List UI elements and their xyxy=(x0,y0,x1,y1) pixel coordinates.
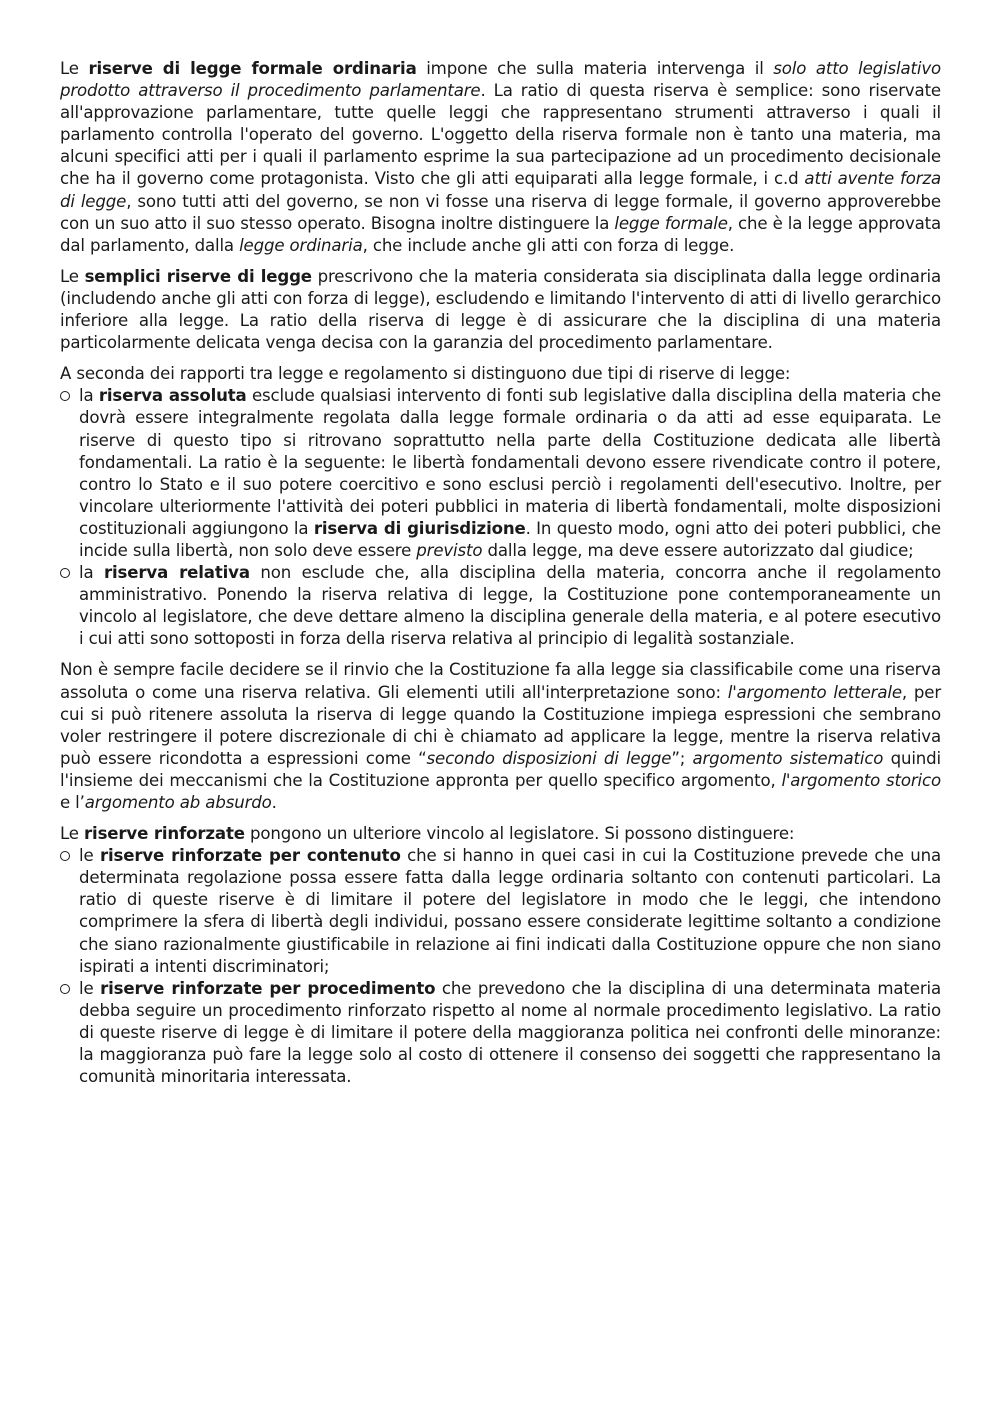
hollow-circle-bullet-icon xyxy=(60,984,70,994)
paragraph-riserve-formali: Le riserve di legge formale ordinaria impone che sulla materia intervenga il solo atto legislativo prodotto attraverso il procedimento parlamentare. La ratio di questa riserva è semplice: sono riservate all'approvazione parlamentare, tutte quelle leggi che rappresentano strumenti attraverso i quali il parlamento controlla l'operato del governo. L'oggetto della riserva formale non è tanto una materia, ma alcuni specifici atti per i quali il parlamento esprime la sua partecipazione ad un procedimento decisionale che ha il governo come protagonista. Visto che gli atti equiparati alla legge formale, i c.d atti avente forza di legge, sono tutti atti del governo, se non vi fosse una riserva di legge formale, il governo approverebbe con un suo atto il suo stesso operato. Bisogna inoltre distinguere la legge formale, che è la legge approvata dal parlamento, dalla legge ordinaria, che include anche gli atti con forza di legge. xyxy=(60,59,942,255)
paragraph-semplici-riserve: Le semplici riserve di legge prescrivono che la materia considerata sia disciplinata dalla legge ordinaria (includendo anche gli atti con forza di legge), escludendo e limitando l'intervento di atti di livello gerarchico inferiore alla legge. La ratio della riserva di legge è di assicurare che la disciplina di una materia particolarmente delicata venga decisa con la garanzia del procedimento parlamentare. xyxy=(60,266,941,353)
paragraph-tipi-riserve: A seconda dei rapporti tra legge e regolamento si distinguono due tipi di riserve di legge: xyxy=(60,364,791,384)
hollow-circle-bullet-icon xyxy=(60,391,70,401)
term-riserve-formale-ordinaria: riserve di legge formale ordinaria xyxy=(88,59,417,78)
list-riserve-rinforzate xyxy=(60,845,941,1088)
list-item-riserva-assoluta: la riserva assoluta esclude qualsiasi intervento di fonti sub legislative dalla disciplina della materia che dovrà essere integralmente regolata dalla legge formale ordinaria o da atti ad esse equiparata. Le riserve di questo tipo si ritrovano soprattutto nella parte della Costituzione dedicata alle libertà fondamentali. La ratio è la seguente: le libertà fondamentali devono essere rivendicate contro il potere, contro lo Stato e il suo potere coercitivo e sono esclusi perciò i regolamenti dell'esecutivo. Inoltre, per vincolare ulteriormente l'attività dei poteri pubblici in materia di libertà fondamentali, molte disposizioni costituzionali aggiungono la riserva di giurisdizione. In questo modo, ogni atto dei poteri pubblici, che incide sulla libertà, non solo deve essere previsto dalla legge, ma deve essere autorizzato dal giudice; xyxy=(60,385,941,562)
paragraph-riserve-rinforzate: Le riserve rinforzate pongono un ulteriore vincolo al legislatore. Si possono distinguere: xyxy=(60,824,795,844)
list-item-rinforzate-procedimento: le riserve rinforzate per procedimento che prevedono che la disciplina di una determinata materia debba seguire un procedimento rinforzato rispetto al nome al normale procedimento legislativo. La ratio di queste riserve di legge è di limitare il potere della maggioranza politica nei confronti delle minoranze: la maggioranza può fare la legge solo al costo di ottenere il consenso dei soggetti che rappresentano la comunità minoritaria interessata. xyxy=(60,978,941,1088)
paragraph-interpretazione: Non è sempre facile decidere se il rinvio che la Costituzione fa alla legge sia classificabile come una riserva assoluta o come una riserva relativa. Gli elementi utili all'interpretazione sono: l'argomento letterale, per cui si può ritenere assoluta la riserva di legge quando la Costituzione impiega espressioni che sembrano voler restringere il potere discrezionale di chi è chiamato ad applicare la legge, mentre la riserva relativa può essere ricondotta a espressioni come “secondo disposizioni di legge”; argomento sistematico quindi l'insieme dei meccanismi che la Costituzione appronta per quello specifico argomento, l'argomento storico e l’argomento ab absurdo. xyxy=(60,660,941,812)
list-item-riserva-relativa: la riserva relativa non esclude che, alla disciplina della materia, concorra anche il regolamento amministrativo. Ponendo la riserva relativa di legge, la Costituzione pone contemporaneamente un vincolo al legislatore, che deve dettare almeno la disciplina generale della materia, e al potere esecutivo i cui atti sono sottoposti in forza della riserva relativa al principio di legalità sostanziale. xyxy=(60,562,941,650)
hollow-circle-bullet-icon xyxy=(60,568,70,578)
list-item-rinforzate-contenuto: le riserve rinforzate per contenuto che si hanno in quei casi in cui la Costituzione prevede che una determinata regolazione possa essere fatta dalla legge ordinaria soltanto con contenuti particolari. La ratio di queste riserve è di limitare il potere del legislatore in modo che le leggi, che intendono comprimere la sfera di libertà degli individui, possano essere considerate legittime soltanto a condizione che siano razionalmente giustificabile in relazione ai fini indicati dalla Costituzione oppure che non siano ispirati a intenti discriminatori; xyxy=(60,845,941,978)
list-tipi-riserve xyxy=(60,385,941,650)
hollow-circle-bullet-icon xyxy=(60,851,70,861)
term-semplici-riserve: semplici riserve di legge xyxy=(84,266,312,286)
